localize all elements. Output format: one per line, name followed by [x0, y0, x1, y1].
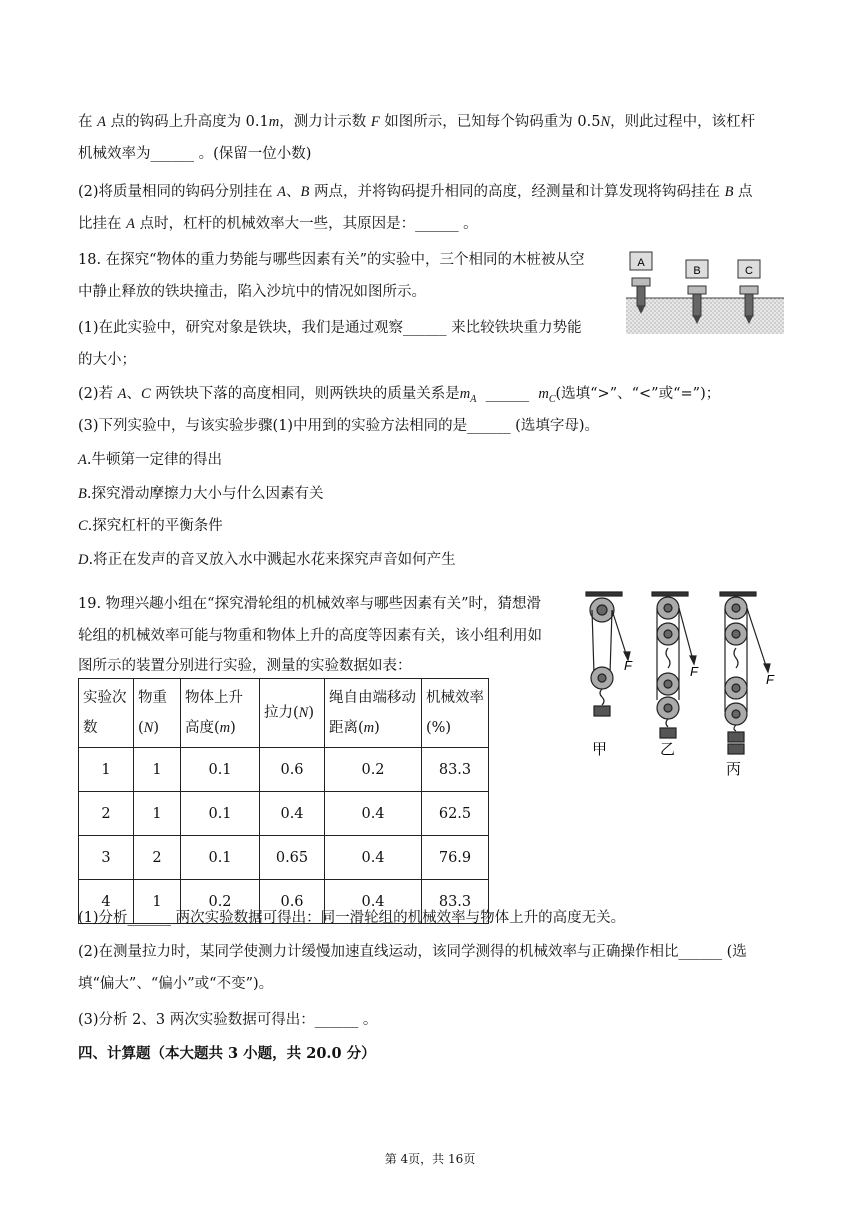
table-cell: 62.5: [422, 792, 489, 836]
table-cell: 76.9: [422, 836, 489, 880]
option-b: B.探究滑动摩擦力大小与什么因素有关: [78, 486, 324, 502]
force-label: F: [690, 664, 698, 679]
option-d: D.将正在发声的音叉放入水中溅起水花来探究声音如何产生: [78, 552, 456, 568]
table-cell: 2: [134, 836, 181, 880]
table-cell: 0.4: [325, 880, 422, 924]
table-header-cell: 物重 (N): [134, 679, 181, 748]
table-cell: 1: [134, 792, 181, 836]
text-line: 机械效率为______ 。(保留一位小数): [78, 146, 312, 162]
text-line: 的大小；: [78, 352, 136, 368]
data-table: [78, 678, 489, 924]
svg-text:A: A: [637, 257, 645, 269]
block-c: [738, 260, 760, 278]
table-cell: 0.1: [181, 836, 260, 880]
table-cell: 0.6: [260, 880, 325, 924]
text-line: (3)下列实验中，与该实验步骤(1)中用到的实验方法相同的是______ (选填字母)。: [78, 418, 599, 434]
table-cell: 1: [134, 748, 181, 792]
figure-18-stakes: [626, 246, 784, 336]
option-c: C.探究杠杆的平衡条件: [78, 518, 223, 534]
table-cell: 3: [79, 836, 134, 880]
option-a: A.牛顿第一定律的得出: [78, 452, 222, 468]
table-cell: 1: [79, 748, 134, 792]
sand-pit: [626, 298, 784, 334]
svg-text:B: B: [693, 265, 701, 277]
table-cell: 0.2: [325, 748, 422, 792]
table-cell: 0.65: [260, 836, 325, 880]
table-cell: 0.4: [325, 792, 422, 836]
figure-19-pulleys: [582, 588, 784, 780]
table-cell: 83.3: [422, 880, 489, 924]
text-line: 在 A 点的钩码上升高度为 0.1m，测力计示数 F 如图所示，已知每个钩码重为 0.5N，则此过程中，该杠杆: [78, 114, 756, 130]
text-line: (3)分析 2、3 两次实验数据可得出：______ 。: [78, 1012, 378, 1028]
table-cell: 4: [79, 880, 134, 924]
table-cell: 1: [134, 880, 181, 924]
text-line: 填“偏大”、“偏小”或“不变”)。: [78, 976, 274, 992]
table-header-cell: 物体上升 高度(m): [181, 679, 260, 748]
page-footer: 第 4页，共 16页: [384, 1152, 476, 1166]
text-line: (1)分析______ 两次实验数据可得出：同一滑轮组的机械效率与物体上升的高度无关。: [78, 910, 626, 926]
table-cell: 2: [79, 792, 134, 836]
label-jia: 甲: [592, 741, 608, 758]
section-heading: 四、计算题（本大题共 3 小题，共 20.0 分）: [78, 1045, 376, 1062]
block-a: [630, 252, 652, 270]
svg-text:C: C: [745, 265, 753, 277]
label-yi: 乙: [660, 741, 676, 758]
table-cell: 0.6: [260, 748, 325, 792]
force-label: F: [766, 672, 774, 687]
table-cell: 0.1: [181, 792, 260, 836]
table-header-cell: 机械效率 (%): [422, 679, 489, 748]
pulley-system-bing: [720, 592, 770, 754]
text-line: (2)在测量拉力时，某同学使测力计缓慢加速直线运动，该同学测得的机械效率与正确操作相比______ (选: [78, 944, 747, 960]
pulley-system-jia: [586, 592, 630, 716]
table-cell: 0.1: [181, 748, 260, 792]
text-line: (1)在此实验中，研究对象是铁块，我们是通过观察______ 来比较铁块重力势能: [78, 320, 582, 336]
table-row: [79, 836, 489, 880]
label-bing: 丙: [726, 761, 742, 778]
text-line: 中静止释放的铁块撞击，陷入沙坑中的情况如图所示。: [78, 284, 426, 300]
question-19-text: 19. 物理兴趣小组在“探究滑轮组的机械效率与哪些因素有关”时，猜想滑: [78, 596, 541, 612]
text-line: 图所示的装置分别进行实验，测量的实验数据如表：: [78, 658, 412, 674]
text-line: (2)若 A、C 两铁块下落的高度相同，则两铁块的质量关系是$m_A$ ______ $m_C$(选填“>”、“<”或“=”)；: [78, 386, 721, 405]
table-header-row: [79, 679, 489, 748]
table-cell: 0.4: [325, 836, 422, 880]
table-cell: 0.2: [181, 880, 260, 924]
text-line: 轮组的机械效率可能与物重和物体上升的高度等因素有关，该小组利用如: [78, 628, 542, 644]
question-18-text: 18. 在探究“物体的重力势能与哪些因素有关”的实验中，三个相同的木桩被从空: [78, 252, 585, 268]
block-b: [686, 260, 708, 278]
table-cell: 0.4: [260, 792, 325, 836]
table-header-cell: 绳自由端移动 距离(m): [325, 679, 422, 748]
text-line: 比挂在 A 点时，杠杆的机械效率大一些，其原因是：______ 。: [78, 216, 478, 232]
table-header-cell: 拉力(N): [260, 679, 325, 748]
table-row: [79, 792, 489, 836]
force-label: F: [624, 658, 632, 673]
text-line: (2)将质量相同的钩码分别挂在 A、B 两点，并将钩码提升相同的高度，经测量和计算发现将钩码挂在 B 点: [78, 184, 753, 200]
table-cell: 83.3: [422, 748, 489, 792]
table-header-cell: 实验次 数: [79, 679, 134, 748]
table-row: [79, 748, 489, 792]
